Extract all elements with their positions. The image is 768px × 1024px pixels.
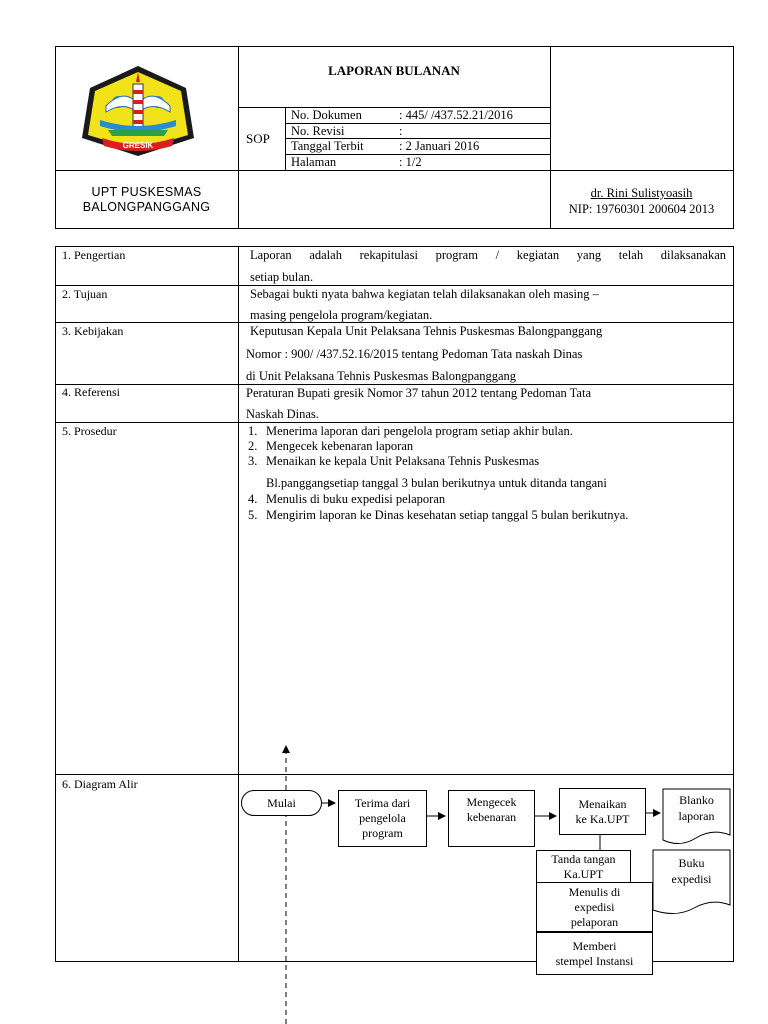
step-number: 4. <box>248 492 258 506</box>
step-number: 2. <box>248 439 258 453</box>
document-title: LAPORAN BULANAN <box>328 63 460 78</box>
kebijakan-line: Keputusan Kepala Unit Pelaksana Tehnis Puskesmas Balongpanggang <box>250 324 603 338</box>
flow-node-mengecek <box>448 790 535 847</box>
signer-nip: NIP: 19760301 200604 2013 <box>568 202 715 216</box>
flow-node-label: ke Ka.UPT <box>575 811 630 826</box>
meta-value: : <box>399 124 403 138</box>
meta-value: : 2 Januari 2016 <box>399 139 480 153</box>
org-name-line2: BALONGPANGGANG <box>82 200 211 214</box>
referensi-line: Peraturan Bupati gresik Nomor 37 tahun 2012 tentang Pedoman Tata <box>246 386 592 400</box>
meta-label: Halaman <box>291 155 337 169</box>
kebijakan-line: di Unit Pelaksana Tehnis Puskesmas Balongpanggang <box>246 369 517 383</box>
flow-node-buku <box>653 855 730 887</box>
flow-node-label: expedisi <box>574 899 615 914</box>
flow-node-label: kebenaran <box>466 810 517 824</box>
flow-node-label: Terima dari <box>354 796 411 810</box>
signer-name: dr. Rini Sulistyoasih <box>590 186 693 200</box>
flow-node-terima <box>338 790 427 847</box>
section-label-kebijakan: 3. Kebijakan <box>62 324 124 338</box>
flow-node-menulis <box>536 882 653 932</box>
meta-value: : 445/ /437.52.21/2016 <box>399 108 513 122</box>
step-text: Menulis di buku expedisi pelaporan <box>266 492 446 506</box>
section-label-tujuan: 2. Tujuan <box>62 287 108 301</box>
step-number: 3. <box>248 454 258 468</box>
section-label-prosedur: 5. Prosedur <box>62 424 117 438</box>
flow-node-label: Menulis di <box>568 884 621 899</box>
referensi-line: Naskah Dinas. <box>246 407 319 421</box>
step-text: Bl.panggangsetiap tanggal 3 bulan berikutnya untuk ditanda tangani <box>266 476 607 490</box>
flow-node-label: Mulai <box>267 795 296 810</box>
flow-node-label: Ka.UPT <box>563 867 604 881</box>
pengertian-line: Laporan adalah rekapitulasi program / kegiatan yang telah dilaksanakan <box>250 248 726 262</box>
flow-node-menaikan <box>559 788 646 835</box>
sop-label: SOP <box>246 131 270 146</box>
flow-node-label: laporan <box>678 809 715 823</box>
flow-node-tanda-tangan <box>536 850 631 884</box>
flow-node-blanko <box>663 792 730 824</box>
flow-node-label: stempel Instansi <box>555 953 634 968</box>
kebijakan-line: Nomor : 900/ /437.52.16/2015 tentang Pedoman Tata naskah Dinas <box>246 347 583 361</box>
flow-node-memberi <box>536 932 653 975</box>
step-number: 5. <box>248 508 258 522</box>
step-number: 1. <box>248 424 258 438</box>
flow-node-label: Blanko <box>679 793 714 807</box>
meta-label: No. Revisi <box>291 124 345 138</box>
tujuan-line: Sebagai bukti nyata bahwa kegiatan telah dilaksanakan oleh masing – <box>250 287 599 301</box>
meta-value: : 1/2 <box>399 155 422 169</box>
flow-node-label: pelaporan <box>570 914 619 929</box>
step-text: Menaikan ke kepala Unit Pelaksana Tehnis Puskesmas <box>266 454 540 468</box>
tujuan-line: masing pengelola program/kegiatan. <box>250 308 433 322</box>
section-label-diagram: 6. Diagram Alir <box>62 777 138 791</box>
flow-node-label: Mengecek <box>466 795 517 809</box>
flow-node-label: Memberi <box>572 938 617 953</box>
pengertian-line: setiap bulan. <box>250 270 314 284</box>
flow-node-label: Menaikan <box>578 796 627 811</box>
flow-node-label: pengelola <box>359 811 406 825</box>
flow-node-label: Tanda tangan <box>551 852 616 866</box>
section-label-pengertian: 1. Pengertian <box>62 248 126 262</box>
flow-node-label: expedisi <box>671 872 712 886</box>
step-text: Mengirim laporan ke Dinas kesehatan setiap tanggal 5 bulan berikutnya. <box>266 508 629 522</box>
flow-node-label: program <box>362 826 403 840</box>
section-label-referensi: 4. Referensi <box>62 385 120 399</box>
meta-label: No. Dokumen <box>291 108 362 122</box>
flow-node-label: Buku <box>678 856 705 870</box>
meta-label: Tanggal Terbit <box>291 139 364 153</box>
step-text: Menerima laporan dari pengelola program setiap akhir bulan. <box>266 424 573 438</box>
flow-node-mulai <box>241 790 322 816</box>
step-text: Mengecek kebenaran laporan <box>266 439 414 453</box>
logo-text: GRESIK <box>122 141 154 150</box>
org-name-line1: UPT PUSKESMAS <box>91 185 202 199</box>
